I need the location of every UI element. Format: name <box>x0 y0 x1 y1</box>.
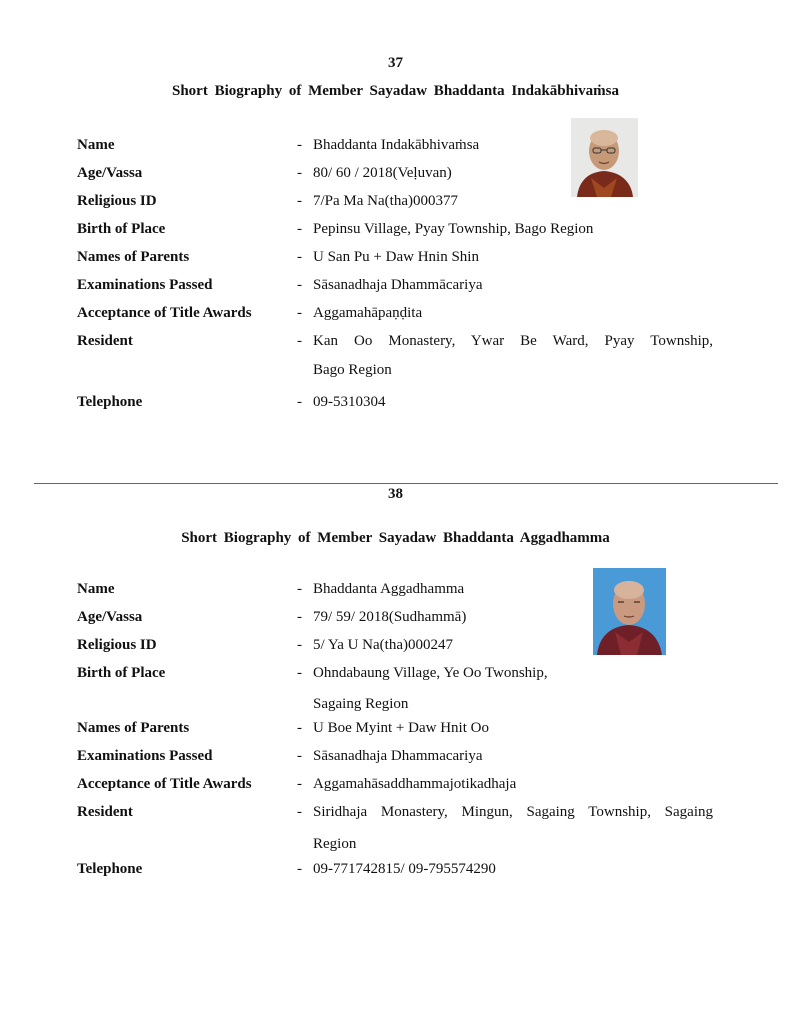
field-value: Sāsanadhaja Dhammacariya <box>313 748 483 764</box>
field-value: Aggamahāpaṇḍita <box>313 305 423 321</box>
field-label: Birth of Place <box>77 665 166 681</box>
field-label: Telephone <box>77 861 143 877</box>
field-value: 5/ Ya U Na(tha)000247 <box>313 637 453 653</box>
separator: - <box>297 333 302 349</box>
field-value: 79/ 59/ 2018(Sudhammā) <box>313 609 467 625</box>
field-label: Birth of Place <box>77 221 166 237</box>
field-value: Sāsanadhaja Dhammācariya <box>313 277 483 293</box>
separator: - <box>297 221 302 237</box>
separator: - <box>297 193 302 209</box>
separator: - <box>297 165 302 181</box>
bio-title: Short Biography of Member Sayadaw Bhaddanta Indakābhivaṁsa <box>172 83 619 99</box>
field-value: Pepinsu Village, Pyay Township, Bago Region <box>313 221 594 237</box>
separator: - <box>297 277 302 293</box>
field-label: Resident <box>77 804 133 820</box>
field-label: Examinations Passed <box>77 748 213 764</box>
field-label: Religious ID <box>77 193 157 209</box>
field-label: Religious ID <box>77 637 157 653</box>
field-label: Name <box>77 137 115 153</box>
field-value: 09-5310304 <box>313 394 386 410</box>
field-value: Aggamahāsaddhammajotikadhaja <box>313 776 517 792</box>
field-value: Kan Oo Monastery, Ywar Be Ward, Pyay Township, <box>313 333 713 349</box>
separator: - <box>297 137 302 153</box>
field-label: Name <box>77 581 115 597</box>
separator: - <box>297 249 302 265</box>
field-label: Names of Parents <box>77 249 190 265</box>
field-value: Siridhaja Monastery, Mingun, Sagaing Township, Sagaing <box>313 804 713 820</box>
separator: - <box>297 720 302 736</box>
bio-number: 37 <box>388 55 403 71</box>
bio-title: Short Biography of Member Sayadaw Bhaddanta Aggadhamma <box>181 530 610 546</box>
field-value-continued: Region <box>313 836 357 852</box>
field-value: Ohndabaung Village, Ye Oo Twonship, <box>313 665 548 681</box>
field-label: Resident <box>77 333 133 349</box>
separator: - <box>297 637 302 653</box>
field-value: 80/ 60 / 2018(Veḷuvan) <box>313 165 452 181</box>
separator: - <box>297 609 302 625</box>
separator: - <box>297 776 302 792</box>
separator: - <box>297 305 302 321</box>
separator: - <box>297 804 302 820</box>
separator: - <box>297 394 302 410</box>
member-photo <box>593 568 666 655</box>
bio-number: 38 <box>388 486 403 502</box>
field-label: Examinations Passed <box>77 277 213 293</box>
separator: - <box>297 748 302 764</box>
field-label: Names of Parents <box>77 720 190 736</box>
field-label: Age/Vassa <box>77 609 143 625</box>
field-value: U Boe Myint + Daw Hnit Oo <box>313 720 489 736</box>
separator: - <box>297 581 302 597</box>
field-value: 7/Pa Ma Na(tha)000377 <box>313 193 458 209</box>
field-value: Bhaddanta Indakābhivaṁsa <box>313 137 480 153</box>
field-label: Acceptance of Title Awards <box>77 776 252 792</box>
field-label: Age/Vassa <box>77 165 143 181</box>
separator: - <box>297 861 302 877</box>
field-label: Acceptance of Title Awards <box>77 305 252 321</box>
member-photo <box>571 118 638 197</box>
section-divider <box>34 483 778 484</box>
field-label: Telephone <box>77 394 143 410</box>
field-value: Bhaddanta Aggadhamma <box>313 581 465 597</box>
field-value-continued: Bago Region <box>313 362 392 378</box>
field-value-continued: Sagaing Region <box>313 696 409 712</box>
field-value: 09-771742815/ 09-795574290 <box>313 861 496 877</box>
separator: - <box>297 665 302 681</box>
field-value: U San Pu + Daw Hnin Shin <box>313 249 479 265</box>
